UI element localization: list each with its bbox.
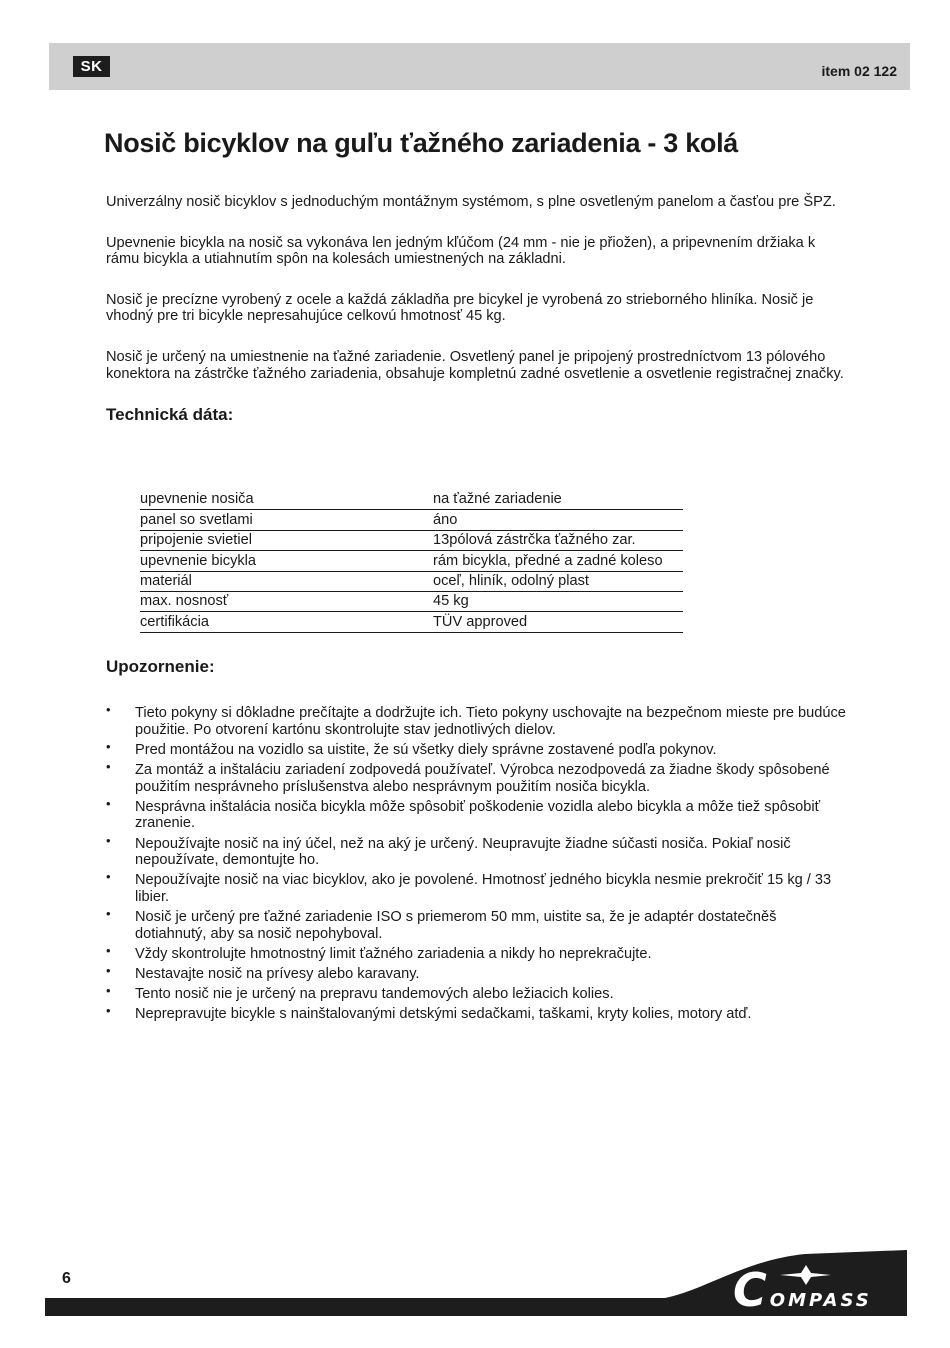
footer-band	[45, 1250, 907, 1316]
list-item	[106, 1003, 846, 1023]
list-item-text: Nepoužívajte nosič na viac bicyklov, ako je povolené. Hmotnosť jedného bicykla nesmie prekročiť 15 kg / 33 libier.	[135, 872, 832, 905]
tech-data-heading: Technická dáta:	[106, 405, 234, 425]
spec-value: rám bicykla, předné a zadné koleso	[433, 551, 683, 571]
list-item-text: Nestavajte nosič na prívesy alebo karavany.	[135, 966, 420, 983]
list-item-text: Vždy skontrolujte hmotnostný limit ťažného zariadenia a nikdy ho neprekračujte.	[135, 945, 652, 962]
item-code: item 02 122	[821, 63, 897, 79]
list-item	[106, 738, 846, 759]
bullet-icon: •	[106, 832, 111, 848]
warning-list	[106, 702, 846, 1027]
bullet-icon: •	[106, 795, 111, 811]
list-item	[106, 906, 846, 942]
list-item	[106, 702, 846, 738]
list-item-text: Tieto pokyny si dôkladne prečítajte a dodržujte ich. Tieto pokyny uschovajte na bezpečnom mieste pre budúce použitie. Po otvorení kartónu skontrolujte stav jednotlivých dielov.	[135, 705, 846, 738]
paragraph: Nosič je precízne vyrobený z ocele a každá základňa pre bicykel je vyrobená zo strieborného hliníka. Nosič je vhodný pre tri bicykle nepresahujúce celkovú hmotnosť 45 kg.	[106, 291, 814, 325]
list-item	[106, 963, 846, 983]
tech-data-table	[140, 490, 683, 633]
warning-heading: Upozornenie:	[106, 657, 215, 676]
page-title: Nosič bicyklov na guľu ťažného zariadenia - 3 kolá	[104, 128, 739, 158]
bullet-icon: •	[106, 758, 111, 774]
spec-value: TÜV approved	[433, 612, 683, 632]
list-item-text: Pred montážou na vozidlo sa uistite, že sú všetky diely správne zostavené podľa pokynov.	[135, 741, 717, 758]
table-row	[140, 591, 683, 611]
language-badge: SK	[73, 56, 110, 77]
table-row	[140, 612, 683, 632]
list-item	[106, 832, 846, 869]
bullet-icon: •	[106, 963, 111, 979]
page-number: 6	[62, 1270, 71, 1287]
bullet-icon: •	[106, 906, 111, 922]
table-row	[140, 551, 683, 571]
spec-label: upevnenie nosiča	[140, 490, 433, 510]
spec-label: max. nosnosť	[140, 591, 433, 611]
list-item-text: Nepoužívajte nosič na iný účel, než na aký je určený. Neupravujte žiadne súčasti nosiča. Pokiaľ nosič nepoužívate, demontujte ho.	[135, 835, 791, 869]
spec-value: oceľ, hliník, odolný plast	[433, 571, 683, 591]
list-item-text: Za montáž a inštaláciu zariadení zodpovedá používateľ. Výrobca nezodpovedá za žiadne škody spôsobené použitím nesprávneho príslušenstva alebo nesprávnym použitím nosiča bicykla.	[135, 761, 830, 795]
spec-label: upevnenie bicykla	[140, 551, 433, 571]
bullet-icon: •	[106, 1003, 111, 1019]
list-item	[106, 942, 846, 963]
spec-label: pripojenie svietiel	[140, 530, 433, 550]
header-bar	[49, 43, 910, 90]
table-row	[140, 571, 683, 591]
compass-logo-text: COMPASS	[733, 1263, 872, 1316]
spec-label: certifikácia	[140, 612, 433, 632]
list-item-text: Neprepravujte bicykle s nainštalovanými detskými sedačkami, taškami, kryty kolies, motory atď.	[135, 1006, 752, 1023]
list-item	[106, 869, 846, 905]
list-item-text: Nesprávna inštalácia nosiča bicykla môže spôsobiť poškodenie vozidla alebo bicykla a môže tiež spôsobiť zranenie.	[135, 798, 821, 832]
paragraph: Upevnenie bicykla na nosič sa vykonáva len jedným kľúčom (24 mm - nie je přiožen), a pripevnením držiaka k rámu bicykla a utiahnutím spôn na kolesách umiestnených na základni.	[106, 234, 816, 268]
table-row	[140, 490, 683, 510]
list-item-text: Nosič je určený pre ťažné zariadenie ISO s priemerom 50 mm, uistite sa, že je adaptér dostatečněš dotiahnutý, aby sa nosič nepohyboval.	[135, 909, 777, 942]
bullet-icon: •	[106, 869, 111, 885]
spec-value: 13pólová zástrčka ťažného zar.	[433, 530, 683, 550]
spec-value: 45 kg	[433, 591, 683, 611]
bullet-icon: •	[106, 983, 111, 999]
table-row	[140, 530, 683, 550]
spec-label: materiál	[140, 571, 433, 591]
list-item-text: Tento nosič nie je určený na prepravu tandemových alebo ležiacich kolies.	[135, 986, 614, 1003]
bullet-icon: •	[106, 702, 111, 717]
spec-value: na ťažné zariadenie	[433, 490, 683, 510]
description	[106, 194, 846, 424]
bullet-icon: •	[106, 942, 111, 958]
list-item	[106, 983, 846, 1003]
table-row	[140, 510, 683, 530]
spec-label: panel so svetlami	[140, 510, 433, 530]
list-item	[106, 795, 846, 832]
bullet-icon: •	[106, 738, 111, 754]
paragraph: Univerzálny nosič bicyklov s jednoduchým montážnym systémom, s plne osvetleným panelom a časťou pre ŠPZ.	[106, 194, 836, 210]
list-item	[106, 758, 846, 795]
paragraph: Nosič je určený na umiestnenie na ťažné zariadenie. Osvetlený panel je pripojený prostredníctvom 13 pólového konektora na zástrčke ťažného zariadenia, obsahuje kompletnú zadné osvetlenie a osvetlenie registračnej značky.	[106, 348, 844, 382]
spec-value: áno	[433, 510, 683, 530]
